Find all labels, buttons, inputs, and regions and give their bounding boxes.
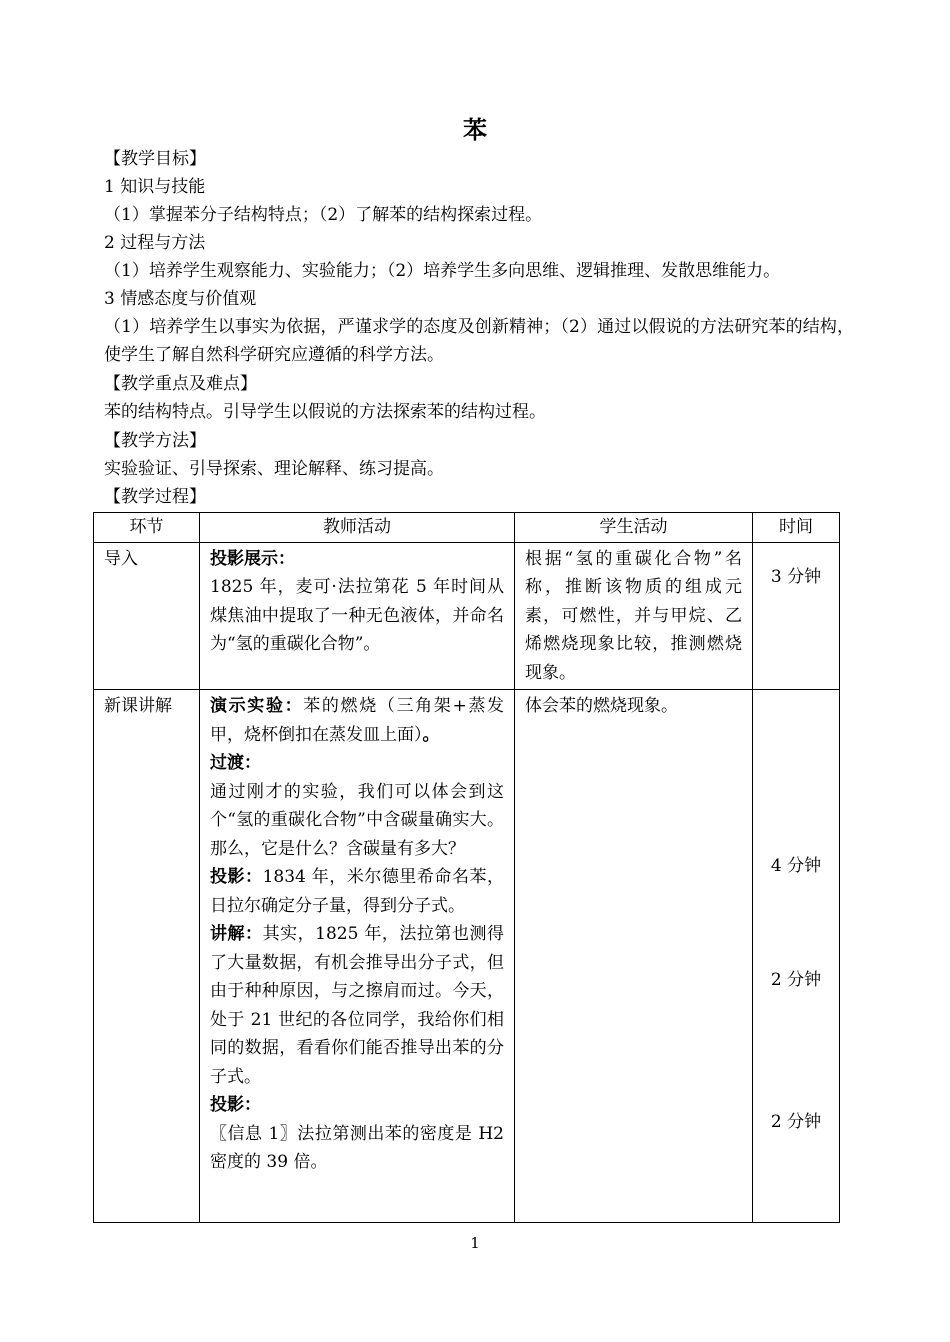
key-points-body: 苯的结构特点。引导学生以假说的方法探索苯的结构过程。: [104, 402, 546, 422]
projection-text: 1834 年，米尔德里希命名苯，日拉尔确定分子量，得到分子式。: [210, 867, 505, 916]
document-title: 苯: [463, 115, 487, 144]
stage-cell: 新课讲解: [94, 690, 200, 1223]
knowledge-body: （1）掌握苯分子结构特点；（2）了解苯的结构探索过程。: [104, 205, 543, 225]
procedure-heading: 【教学过程】: [104, 487, 206, 507]
table-header-row: [94, 513, 840, 543]
lecture-label: 讲解：: [210, 924, 263, 944]
demo-label: 演示实验：: [210, 696, 304, 716]
time-value: 2 分钟: [770, 1112, 822, 1132]
emotion-body: （1）培养学生以事实为依据，严谨求学的态度及创新精神；（2）通过以假说的方法研究苯的结构，使学生了解自然科学研究应遵循的科学方法。: [104, 317, 854, 365]
process-heading: 2 过程与方法: [104, 233, 206, 253]
procedure-table: [93, 512, 840, 1223]
teacher-cell: [200, 690, 515, 1223]
key-points-heading: 【教学重点及难点】: [104, 374, 257, 394]
projection2-text: 〖信息 1〗法拉第测出苯的密度是 H2 密度的 39 倍。: [210, 1123, 504, 1172]
methods-heading: 【教学方法】: [104, 431, 206, 451]
teacher-label: 投影展示：: [210, 548, 295, 569]
time-value: 4 分钟: [770, 856, 822, 876]
col-header-teacher: 教师活动: [200, 513, 515, 543]
stage-cell: 导入: [94, 542, 200, 690]
emotion-heading: 3 情感态度与价值观: [104, 289, 257, 309]
teacher-text: 1825 年，麦可·法拉第花 5 年时间从煤焦油中提取了一种无色液体，并命名为“氢的重碳化合物”。: [210, 577, 504, 654]
process-body: （1）培养学生观察能力、实验能力；（2）培养学生多向思维、逻辑推理、发散思维能力。: [104, 261, 781, 281]
col-header-student: 学生活动: [515, 513, 753, 543]
demo-paragraph: [210, 692, 504, 749]
col-header-stage: 环节: [94, 513, 200, 543]
student-cell: 根据“氢的重碳化合物”名称，推断该物质的组成元素，可燃性，并与甲烷、乙烯燃烧现象比较，推测燃烧现象。: [515, 542, 753, 690]
lecture-paragraph: [210, 920, 504, 1091]
projection2-label: 投影：: [210, 1095, 261, 1115]
projection-label: 投影：: [210, 867, 263, 887]
methods-body: 实验验证、引导探索、理论解释、练习提高。: [104, 459, 444, 479]
transition-text: 通过刚才的实验，我们可以体会到这个“氢的重碳化合物”中含碳量确实大。那么，它是什么？含碳量有多大？: [210, 781, 504, 859]
knowledge-heading: 1 知识与技能: [104, 177, 206, 197]
table-row: [94, 690, 840, 1223]
student-cell: 体会苯的燃烧现象。: [515, 690, 753, 1223]
page-number: 1: [470, 1234, 480, 1252]
lecture-text: 其实，1825 年，法拉第也测得了大量数据，有机会推导出分子式，但由于种种原因，与之擦肩而过。今天，处于 21 世纪的各位同学，我给你们相同的数据，看看你们能否推导出苯的分子式。: [210, 924, 505, 1087]
objectives-heading: 【教学目标】: [104, 149, 206, 169]
transition-label: 过渡：: [210, 753, 261, 773]
table-row: [94, 542, 840, 690]
time-cell: [753, 690, 840, 1223]
demo-end: 。: [422, 724, 440, 745]
time-cell: 3 分钟: [753, 542, 840, 690]
projection-paragraph: [210, 863, 504, 920]
demo-text: 苯的燃烧（三角架+蒸发甲，烧杯倒扣在蒸发皿上面）: [210, 696, 504, 745]
col-header-time: 时间: [753, 513, 840, 543]
teacher-cell: [200, 542, 515, 690]
time-value: 2 分钟: [770, 970, 822, 990]
